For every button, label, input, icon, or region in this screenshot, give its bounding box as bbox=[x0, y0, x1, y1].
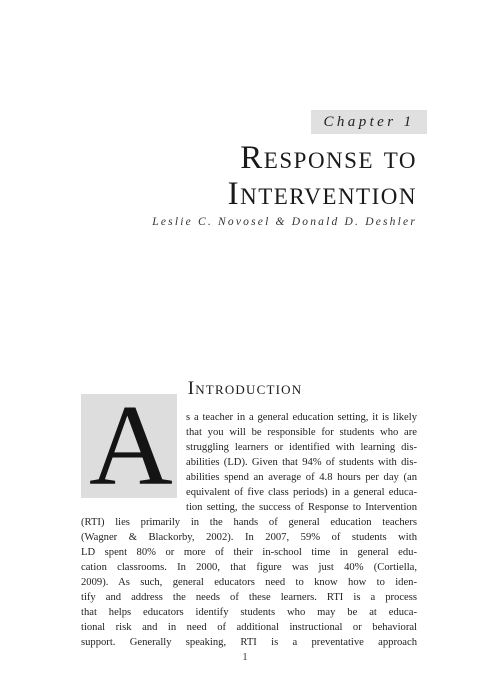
chapter-label: Chapter 1 bbox=[311, 110, 427, 134]
page-number: 1 bbox=[242, 652, 248, 663]
body-line: tional risk and in need of additional instructional or behavioral bbox=[81, 622, 417, 633]
chapter-title bbox=[228, 140, 417, 212]
body-line: equivalent of five class periods) in a general educa- bbox=[186, 487, 417, 498]
body-line: 2009). As such, general educators need to know how to iden- bbox=[81, 577, 417, 588]
body-line: that you will be responsible for students who are bbox=[186, 427, 417, 438]
body-line: tion setting, the success of Response to Intervention bbox=[186, 502, 417, 513]
body-line: LD spent 80% or more of their in-school time in general edu- bbox=[81, 547, 417, 558]
section-heading: Introduction bbox=[187, 378, 303, 399]
body-paragraph bbox=[81, 410, 417, 650]
body-line: s a teacher in a general education setting, it is likely bbox=[186, 412, 417, 423]
body-line: struggling learners or identified with learning dis- bbox=[186, 442, 417, 453]
body-line: abilities spend an average of 4.8 hours per day (an bbox=[186, 472, 417, 483]
body-line: (RTI) lies primarily in the hands of general education teachers bbox=[81, 517, 417, 528]
chapter-authors: Leslie C. Novosel & Donald D. Deshler bbox=[152, 216, 417, 228]
chapter-title-line-2: Intervention bbox=[227, 176, 417, 212]
body-line: that helps educators identify students who may be at educa- bbox=[81, 607, 417, 618]
body-line: (Wagner & Blackorby, 2002). In 2007, 59% of students with bbox=[81, 532, 417, 543]
body-line: abilities (LD). Given that 94% of students with dis- bbox=[186, 457, 417, 468]
chapter-title-line-1: Response to bbox=[240, 140, 417, 176]
dropcap-letter: A bbox=[89, 382, 173, 510]
body-line: cation classrooms. In 2000, that figure was just 40% (Cortiella, bbox=[81, 562, 417, 573]
body-line: tify and address the needs of these learners. RTI is a process bbox=[81, 592, 417, 603]
body-line: support. Generally speaking, RTI is a preventative approach bbox=[81, 637, 417, 648]
